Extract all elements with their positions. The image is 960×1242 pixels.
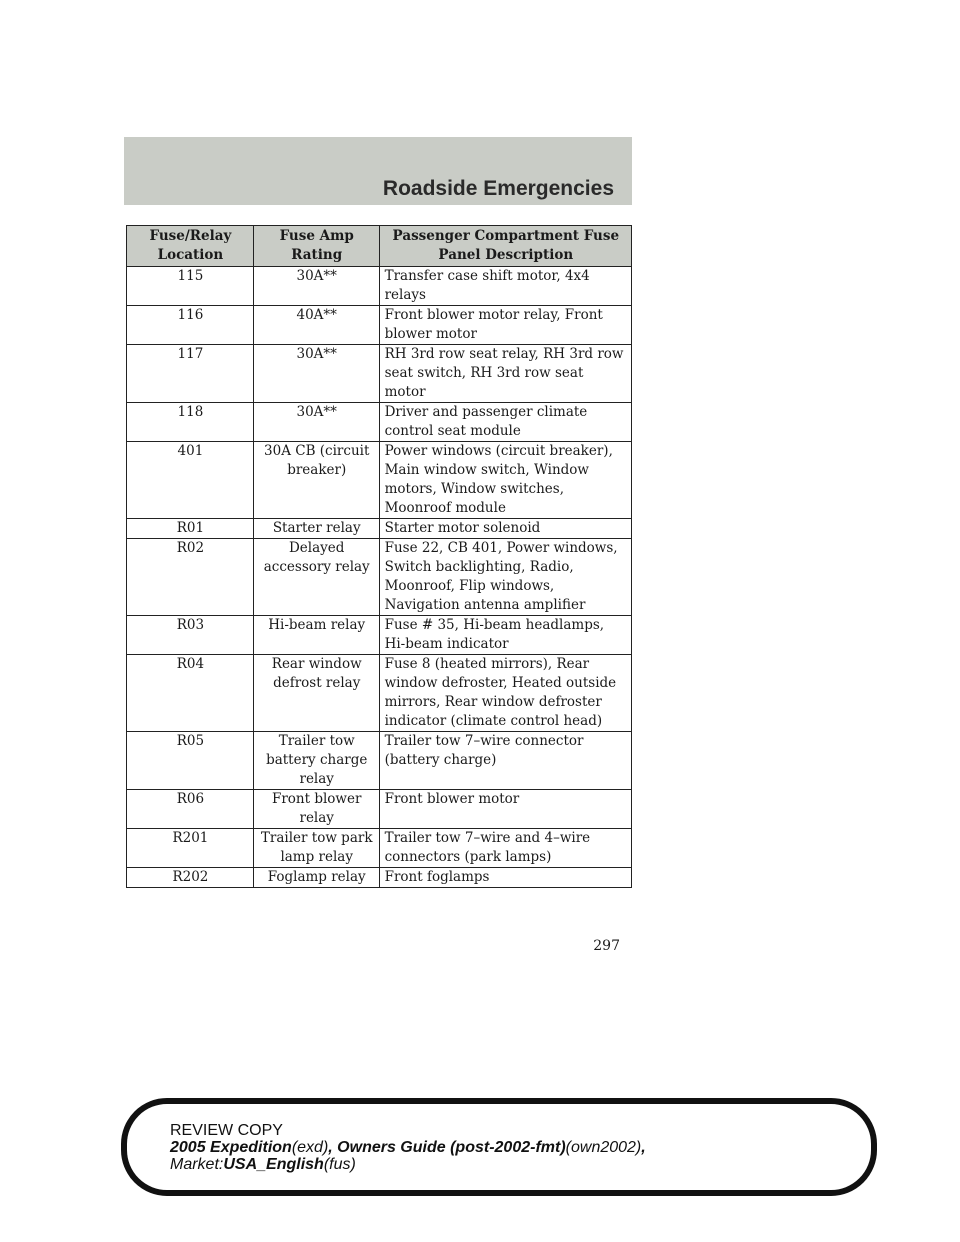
fuse-description-cell: Front blower motor relay, Front blower motor [379, 306, 631, 345]
table-row [127, 403, 632, 442]
table-row [127, 829, 632, 868]
table-row [127, 868, 632, 888]
fuse-description-cell: Trailer tow 7–wire and 4–wire connectors (park lamps) [379, 829, 631, 868]
fuse-rating-cell: Foglamp relay [253, 868, 379, 888]
fuse-description-cell: Fuse 8 (heated mirrors), Rear window defroster, Heated outside mirrors, Rear window defroster indicator (climate control head) [379, 655, 631, 732]
guide-name: , Owners Guide (post-2002-fmt) [328, 1139, 566, 1156]
review-copy-text [170, 1122, 646, 1173]
fuse-description-cell: Front blower motor [379, 790, 631, 829]
fuse-description-cell: Starter motor solenoid [379, 519, 631, 539]
table-row [127, 442, 632, 519]
fuse-location-cell: 118 [127, 403, 254, 442]
fuse-rating-cell: 30A** [253, 403, 379, 442]
line-comma: , [641, 1139, 646, 1156]
review-copy-market-line [170, 1156, 646, 1173]
fuse-location-cell: R202 [127, 868, 254, 888]
review-copy-model-line [170, 1139, 646, 1156]
guide-code: (own2002) [565, 1139, 642, 1156]
fuse-location-cell: R01 [127, 519, 254, 539]
table-row [127, 519, 632, 539]
table-row [127, 655, 632, 732]
table-row [127, 616, 632, 655]
fuse-location-cell: 401 [127, 442, 254, 519]
fuse-rating-cell: Delayed accessory relay [253, 539, 379, 616]
table-row [127, 732, 632, 790]
fuse-table [126, 225, 632, 888]
table-row [127, 790, 632, 829]
fuse-description-cell: Trailer tow 7–wire connector (battery charge) [379, 732, 631, 790]
market-code: (fus) [323, 1156, 356, 1173]
fuse-rating-cell: Trailer tow battery charge relay [253, 732, 379, 790]
fuse-location-cell: R03 [127, 616, 254, 655]
fuse-rating-cell: Trailer tow park lamp relay [253, 829, 379, 868]
fuse-location-cell: 115 [127, 267, 254, 306]
table-row [127, 306, 632, 345]
fuse-location-cell: R04 [127, 655, 254, 732]
column-header-rating: Fuse Amp Rating [253, 226, 379, 267]
section-title: Roadside Emergencies [382, 177, 614, 200]
fuse-rating-cell: 30A** [253, 345, 379, 403]
fuse-rating-cell: Hi-beam relay [253, 616, 379, 655]
fuse-description-cell: Front foglamps [379, 868, 631, 888]
section-header-band [124, 137, 632, 205]
fuse-location-cell: 116 [127, 306, 254, 345]
fuse-location-cell: 117 [127, 345, 254, 403]
fuse-description-cell: RH 3rd row seat relay, RH 3rd row seat switch, RH 3rd row seat motor [379, 345, 631, 403]
fuse-rating-cell: Front blower relay [253, 790, 379, 829]
table-row [127, 539, 632, 616]
fuse-rating-cell: 30A** [253, 267, 379, 306]
fuse-location-cell: R02 [127, 539, 254, 616]
fuse-location-cell: R06 [127, 790, 254, 829]
page-number: 297 [593, 938, 620, 954]
fuse-location-cell: R05 [127, 732, 254, 790]
table-header-row [127, 226, 632, 267]
model-code: (exd) [291, 1139, 329, 1156]
column-header-description: Passenger Compartment Fuse Panel Description [379, 226, 631, 267]
fuse-description-cell: Transfer case shift motor, 4x4 relays [379, 267, 631, 306]
review-copy-label: REVIEW COPY [170, 1122, 283, 1139]
market-name: USA_English [223, 1156, 324, 1173]
market-label: Market: [170, 1156, 224, 1173]
table-row [127, 345, 632, 403]
fuse-description-cell: Fuse 22, CB 401, Power windows, Switch backlighting, Radio, Moonroof, Flip windows, Navigation antenna amplifier [379, 539, 631, 616]
fuse-description-cell: Power windows (circuit breaker), Main window switch, Window motors, Window switches, Moonroof module [379, 442, 631, 519]
fuse-description-cell: Fuse # 35, Hi-beam headlamps, Hi-beam indicator [379, 616, 631, 655]
table-row [127, 267, 632, 306]
fuse-rating-cell: 40A** [253, 306, 379, 345]
fuse-description-cell: Driver and passenger climate control seat module [379, 403, 631, 442]
fuse-rating-cell: 30A CB (circuit breaker) [253, 442, 379, 519]
model-name: 2005 Expedition [170, 1139, 292, 1156]
fuse-rating-cell: Starter relay [253, 519, 379, 539]
fuse-location-cell: R201 [127, 829, 254, 868]
fuse-rating-cell: Rear window defrost relay [253, 655, 379, 732]
column-header-location: Fuse/Relay Location [127, 226, 254, 267]
